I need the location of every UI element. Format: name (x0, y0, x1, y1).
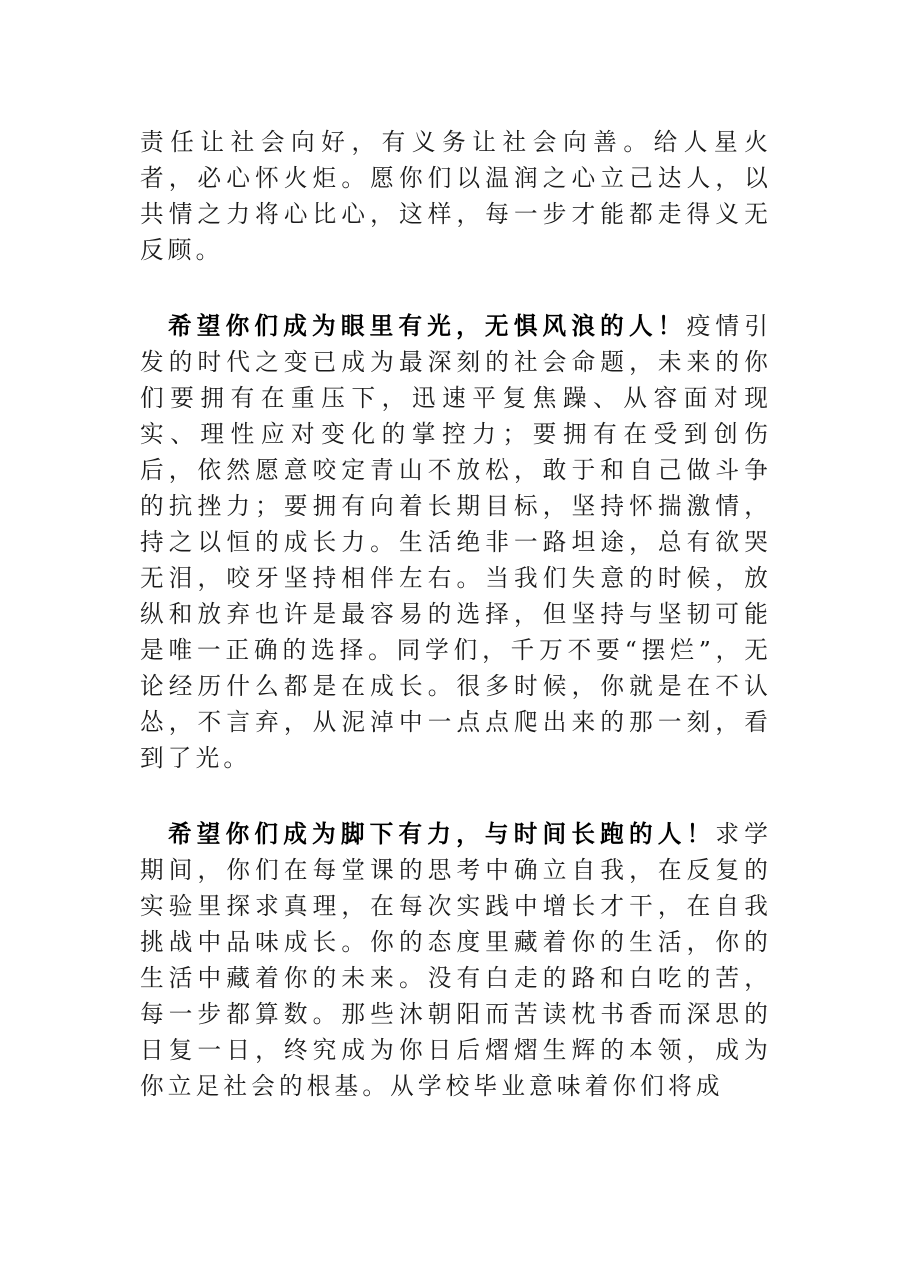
paragraph-3 (140, 816, 772, 1104)
paragraph-3-body: 求学期间，你们在每堂课的思考中确立自我，在反复的实验里探求真理，在每次实践中增长才干，在自我挑战中品味成长。你的态度里藏着你的生活，你的生活中藏着你的未来。没有白走的路和白吃的苦，每一步都算数。那些沐朝阳而苦读枕书香而深思的日复一日，终究成为你日后熠熠生辉的本领，成为你立足社会的根基。从学校毕业意味着你们将成 (140, 820, 772, 1100)
paragraph-1 (140, 124, 772, 268)
paragraph-2-body: 疫情引发的时代之变已成为最深刻的社会命题，未来的你们要拥有在重压下，迅速平复焦躁、从容面对现实、理性应对变化的掌控力；要拥有在受到创伤后，依然愿意咬定青山不放松，敢于和自己做斗争的抗挫力；要拥有向着长期目标，坚持怀揣激情，持之以恒的成长力。生活绝非一路坦途，总有欲哭无泪，咬牙坚持相伴左右。当我们失意的时候，放纵和放弃也许是最容易的选择，但坚持与坚韧可能是唯一正确的选择。同学们，千万不要“摆烂”，无论经历什么都是在成长。很多时候，你就是在不认怂，不言弃，从泥淖中一点点爬出来的那一刻，看到了光。 (140, 312, 772, 772)
paragraph-1-body: 责任让社会向好，有义务让社会向善。给人星火者，必心怀火炬。愿你们以温润之心立己达人，以共情之力将心比心，这样，每一步才能都走得义无反顾。 (140, 128, 772, 264)
paragraph-2-lead: 希望你们成为眼里有光，无惧风浪的人！ (168, 312, 687, 340)
paragraph-2 (140, 308, 772, 776)
paragraph-3-lead: 希望你们成为脚下有力，与时间长跑的人！ (168, 820, 716, 848)
